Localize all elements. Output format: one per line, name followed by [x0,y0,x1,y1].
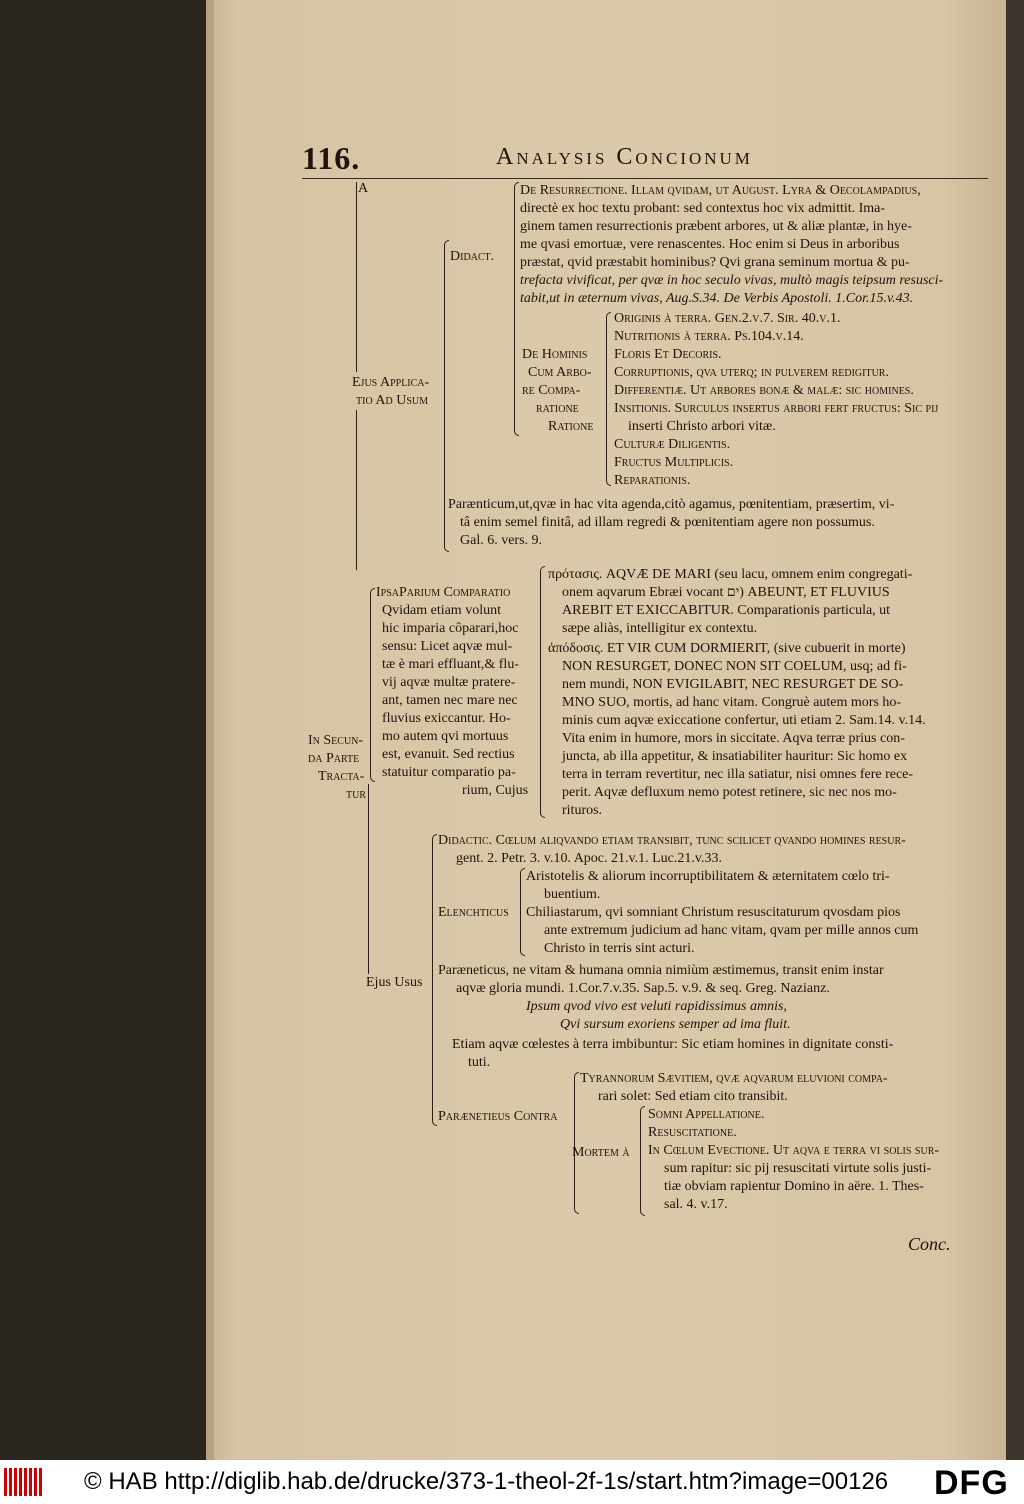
header-rule [302,178,988,179]
bracket-line [356,182,357,372]
dfg-logo: DFG [934,1464,1009,1502]
text-line: Vita enim in humore, mors in siccitate. Aqva terræ prius con- [562,731,905,746]
text-line: In Cœlum Evectione. Ut aqva e terra vi solis sur- [648,1143,940,1158]
text-line: πρότασις. AQVÆ DE MARI (seu lacu, omnem enim congregati- [548,567,913,582]
text-line: juncta, ab illa appetitur, & insatiabiliter hauritur: Sic homo ex [562,749,908,764]
text-line: Nutritionis à terra. Ps.104.v.14. [614,329,804,344]
text-line: tiæ obviam rapientur Domino in aëre. 1. Thes- [664,1179,924,1194]
text-line: Reparationis. [614,473,691,488]
brace [370,588,375,782]
text-line: trefacta vivificat, per qvæ in hoc seculo vivas, multò magis teipsum resusci- [520,273,944,288]
text-line: sensu: Licet aqvæ mul- [382,639,513,654]
label-de-hominis-3: re Compa- [522,383,581,398]
text-line: Differentiæ. Ut arbores bonæ & malæ: sic homines. [614,383,914,398]
text-line: De Resurrectione. Illam qvidam, ut August. Lyra & Oecolampadius, [520,183,921,198]
text-line: minis cum aqvæ exiccatione confertur, uti etiam 2. Sam.14. v.14. [562,713,926,728]
text-line: est, evanuit. Sed rectius [382,747,515,762]
text-line: Somni Appellatione. [648,1107,765,1122]
catchword: Conc. [908,1234,951,1254]
label-ejus-usus: Ejus Usus [366,975,423,990]
brace [640,1106,645,1216]
label-ipsa-parium: IpsaParium Comparatio [376,585,511,600]
text-line: rituros. [562,803,603,818]
text-line: Christo in terris sint acturi. [544,941,695,956]
text-line: ἀπόδοσις. ET VIR CUM DORMIERIT, (sive cubuerit in morte) [548,641,906,656]
text-line: me qvasi emortuæ, vere renascentes. Hoc enim si Deus in arboribus [520,237,900,252]
text-line: onem aqvarum Ebræi vocant ים) ABEUNT, ET FLUVIUS [562,585,890,600]
text-line: sum rapitur: sic pij resuscitati virtute solis justi- [664,1161,932,1176]
text-line: nem mundi, NON EVIGILABIT, NEC RESURGET DE SO- [562,677,904,692]
text-line: præstat, qvid præstabit hominibus? Qvi grana seminum mortua & pu- [520,255,910,270]
label-didact: Didact. [450,249,495,264]
text-line: perit. Aqvæ defluxum nemo potest retinere, sic nec nos mo- [562,785,897,800]
text-line: Didactic. Cœlum aliqvando etiam transibit, tunc scilicet qvando homines resur- [438,833,906,848]
running-title: Analysis Concionum [496,144,753,170]
text-line: Qvidam etiam volunt [382,603,501,618]
dark-margin-left [0,0,206,1460]
text-line: hic imparia côparari,hoc [382,621,519,636]
label-paraeneticus-contra: Parænetieus Contra [438,1109,558,1124]
text-line: tâ enim semel finitâ, ad illam regredi & pœnitentiam agere non possumus. [460,515,875,530]
label-de-hominis-4: ratione [536,401,579,416]
text-line: Qvi sursum exoriens semper ad ima fluit. [560,1017,791,1032]
footer-bar [0,1460,1024,1504]
page-number: 116. [302,140,361,176]
bracket-line [356,410,357,570]
brace [432,834,437,1126]
label-ejus-applicatio-2: tio Ad Usum [356,393,429,408]
text-line: gent. 2. Petr. 3. v.10. Apoc. 21.v.1. Luc.21.v.33. [456,851,722,866]
text-line: vij aqvæ multæ pratere- [382,675,516,690]
text-line: Insitionis. Surculus insertus arbori fert fructus: Sic pij [614,401,939,416]
text-line: rari solet: Sed etiam cito transibit. [598,1089,788,1104]
book-page [206,0,1006,1460]
text-line: AREBIT ET EXICCABITUR. Comparationis particula, ut [562,603,891,618]
text-line: sal. 4. v.17. [664,1197,728,1212]
text-line: sæpe aliàs, intelligitur ex contextu. [562,621,758,636]
text-line: aqvæ gloria mundi. 1.Cor.7.v.35. Sap.5. v.9. & seq. Greg. Nazianz. [456,981,830,996]
text-line: Fructus Multiplicis. [614,455,734,470]
page-gutter [206,0,214,1460]
letter-a: A [358,181,369,196]
brace [540,566,545,818]
hab-bars-icon [4,1468,48,1496]
text-line: inserti Christo arbori vitæ. [628,419,776,434]
label-in-secunda-4: tur [346,787,366,802]
text-line: directè ex hoc textu probant: sed contextus hoc vix admittit. Ima- [520,201,886,216]
text-line: Ipsum qvod vivo est veluti rapidissimus amnis, [526,999,787,1014]
text-line: rium, Cujus [462,783,529,798]
footer-url: © HAB http://diglib.hab.de/drucke/373-1-theol-2f-1s/start.htm?image=00126 [84,1468,889,1495]
label-in-secunda-3: Tracta- [318,769,365,784]
text-line: mo autem qvi mortuus [382,729,509,744]
label-de-hominis-1: De Hominis [522,347,588,362]
text-line: Etiam aqvæ cœlestes à terra imbibuntur: Sic etiam homines in dignitate consti- [452,1037,894,1052]
text-line: Culturæ Diligentis. [614,437,731,452]
text-line: Chiliastarum, qvi somniant Christum resuscitaturum qvosdam pios [526,905,901,920]
label-in-secunda-2: da Parte [308,751,360,766]
text-line: Corruptionis, qva uterq; in pulverem redigitur. [614,365,889,380]
text-line: Floris Et Decoris. [614,347,722,362]
text-line: fluvius exiccantur. Ho- [382,711,511,726]
text-line: Paræneticus, ne vitam & humana omnia nimiùm æstimemus, transit enim instar [438,963,884,978]
label-elenchticus: Elenchticus [438,905,509,920]
label-ejus-applicatio-1: Ejus Applica- [352,375,430,390]
text-line: Gal. 6. vers. 9. [460,533,543,548]
text-line: tæ è mari effluant,& flu- [382,657,519,672]
dark-margin-right [1004,0,1024,1460]
brace [514,182,519,436]
text-line: ante extremum judicium ad hanc vitam, qvam per mille annos cum [544,923,919,938]
text-line: buentium. [544,887,601,902]
text-line: tabit,ut in æternum vivas, Aug.S.34. De Verbis Apostoli. 1.Cor.15.v.43. [520,291,914,306]
text-line: Aristotelis & aliorum incorruptibilitatem & æternitatem cœlo tri- [526,869,890,884]
brace [606,312,611,486]
bracket-line [368,784,369,974]
brace [520,868,525,956]
text-line: Resuscitatione. [648,1125,737,1140]
label-in-secunda-1: In Secun- [308,733,364,748]
text-line: Parænticum,ut,qvæ in hac vita agenda,citò agamus, pœnitentiam, præsertim, vi- [448,497,895,512]
text-line: Originis à terra. Gen.2.v.7. Sir. 40.v.1. [614,311,841,326]
text-line: statuitur comparatio pa- [382,765,516,780]
text-line: ginem tamen resurrectionis præbent arbores, ut & aliæ plantæ, in hye- [520,219,912,234]
text-line: tuti. [468,1055,491,1070]
label-de-hominis-5: Ratione [548,419,594,434]
text-line: terra in terram revertitur, nec illa satiatur, nisi omnes fere rece- [562,767,914,782]
text-line: Tyrannorum Sævitiem, qvæ aqvarum eluvioni compa- [580,1071,888,1086]
brace [574,1072,579,1214]
label-mortem: Mortem à [572,1145,630,1160]
text-line: MNO SUO, mortis, ad hanc vitam. Congruè autem mors ho- [562,695,902,710]
text-line: NON RESURGET, DONEC NON SIT COELUM, usq; ad fi- [562,659,907,674]
text-line: ant, tamen nec mare nec [382,693,518,708]
label-de-hominis-2: Cum Arbo- [528,365,592,380]
